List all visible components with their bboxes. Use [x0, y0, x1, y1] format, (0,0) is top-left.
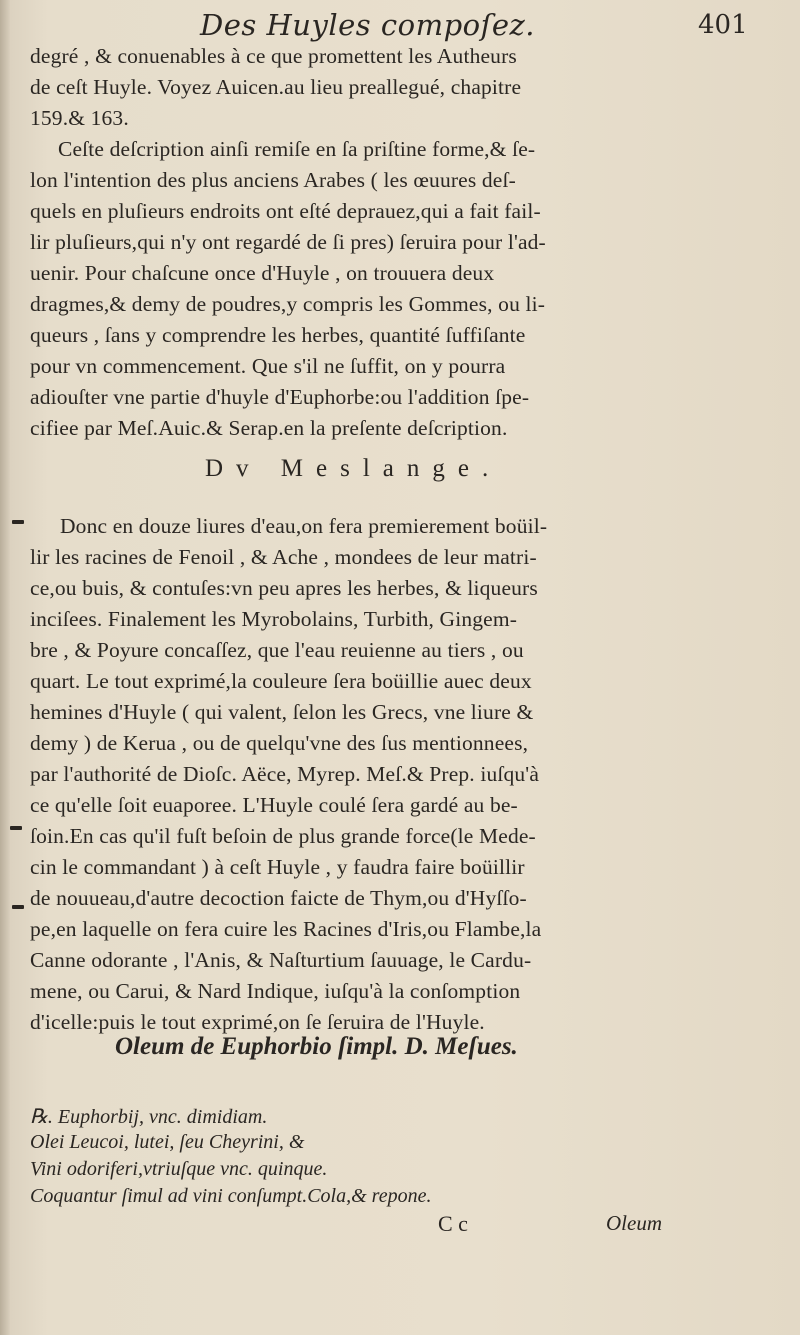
- text-line: pour vn commencement. Que s'il ne ſuffit, on y pourra: [30, 354, 506, 378]
- page-header: [0, 8, 800, 46]
- text-line: queurs , ſans y comprendre les herbes, quantité ſuffiſante: [30, 323, 526, 347]
- section-heading: Dv Meslange.: [205, 455, 502, 482]
- text-line: lir pluſieurs,qui n'y ont regardé de ſi pres) ſeruira pour l'ad-: [30, 230, 546, 254]
- text-line: cifiee par Meſ.Auic.& Serap.en la preſente deſcription.: [30, 416, 508, 440]
- text-line: dragmes,& demy de poudres,y compris les Gommes, ou li-: [30, 292, 546, 316]
- text-line: inciſees. Finalement les Myrobolains, Turbith, Gingem-: [30, 607, 518, 631]
- signature-mark: C c: [438, 1211, 468, 1236]
- text-line: cin le commandant ) à ceſt Huyle , y faudra faire boüillir: [30, 855, 525, 879]
- text-line: bre , & Poyure concaſſez, que l'eau reuienne au tiers , ou: [30, 638, 524, 662]
- text-line: par l'authorité de Dioſc. Aëce, Myrep. Meſ.& Prep. iuſqu'à: [30, 762, 540, 786]
- text-line: Donc en douze liures d'eau,on fera premierement boüil-: [60, 514, 548, 538]
- page-number: 401: [698, 10, 748, 40]
- text-line: d'icelle:puis le tout exprimé,on ſe ſeruira de l'Huyle.: [30, 1010, 485, 1034]
- text-line: quart. Le tout exprimé,la couleure ſera boüillie auec deux: [30, 669, 532, 693]
- margin-ink-mark: [12, 520, 24, 524]
- recipe-line: Coquantur ſimul ad vini conſumpt.Cola,& repone.: [30, 1185, 432, 1207]
- text-line: de nouueau,d'autre decoction faicte de Thym,ou d'Hyſſo-: [30, 886, 527, 910]
- text-line: lon l'intention des plus anciens Arabes ( les œuures deſ-: [30, 168, 516, 192]
- recipe-line: ℞. Euphorbij, vnc. dimidiam.: [30, 1106, 268, 1128]
- text-line: hemines d'Huyle ( qui valent, ſelon les Grecs, vne liure &: [30, 700, 534, 724]
- recipe-line: Olei Leucoi, lutei, ſeu Cheyrini, &: [30, 1131, 305, 1153]
- text-line: Canne odorante , l'Anis, & Naſturtium ſauuage, le Cardu-: [30, 948, 532, 972]
- text-line: degré , & conuenables à ce que promettent les Autheurs: [30, 44, 517, 68]
- text-line: quels en pluſieurs endroits ont eſté deprauez,qui a fait fail-: [30, 199, 541, 223]
- text-line: Ceſte deſcription ainſi remiſe en ſa priſtine forme,& ſe-: [58, 137, 536, 161]
- text-line: ce qu'elle ſoit euaporee. L'Huyle coulé ſera gardé au be-: [30, 793, 518, 817]
- text-line: mene, ou Carui, & Nard Indique, iuſqu'à la conſomption: [30, 979, 521, 1003]
- recipe-line: Vini odoriferi,vtriuſque vnc. quinque.: [30, 1158, 328, 1180]
- catchword: Oleum: [606, 1211, 662, 1235]
- text-line: 159.& 163.: [30, 106, 129, 130]
- text-line: ſoin.En cas qu'il fuſt beſoin de plus grande force(le Mede-: [30, 824, 536, 848]
- text-line: ce,ou buis, & contuſes:vn peu apres les herbes, & liqueurs: [30, 576, 538, 600]
- text-line: adiouſter vne partie d'huyle d'Euphorbe:ou l'addition ſpe-: [30, 385, 530, 409]
- text-line: pe,en laquelle on fera cuire les Racines d'Iris,ou Flambe,la: [30, 917, 542, 941]
- page-gutter-shadow: [0, 0, 10, 1335]
- margin-ink-mark: [12, 905, 24, 909]
- margin-ink-mark: [10, 826, 22, 830]
- text-line: de ceſt Huyle. Voyez Auicen.au lieu preallegué, chapitre: [30, 75, 522, 99]
- text-line: demy ) de Kerua , ou de quelqu'vne des ſus mentionnees,: [30, 731, 529, 755]
- text-line: lir les racines de Fenoil , & Ache , mondees de leur matri-: [30, 545, 537, 569]
- text-line: uenir. Pour chaſcune once d'Huyle , on trouuera deux: [30, 261, 495, 285]
- running-title: Des Huyles compoſez.: [200, 8, 536, 42]
- recipe-title: Oleum de Euphorbio ſimpl. D. Meſues.: [115, 1033, 518, 1060]
